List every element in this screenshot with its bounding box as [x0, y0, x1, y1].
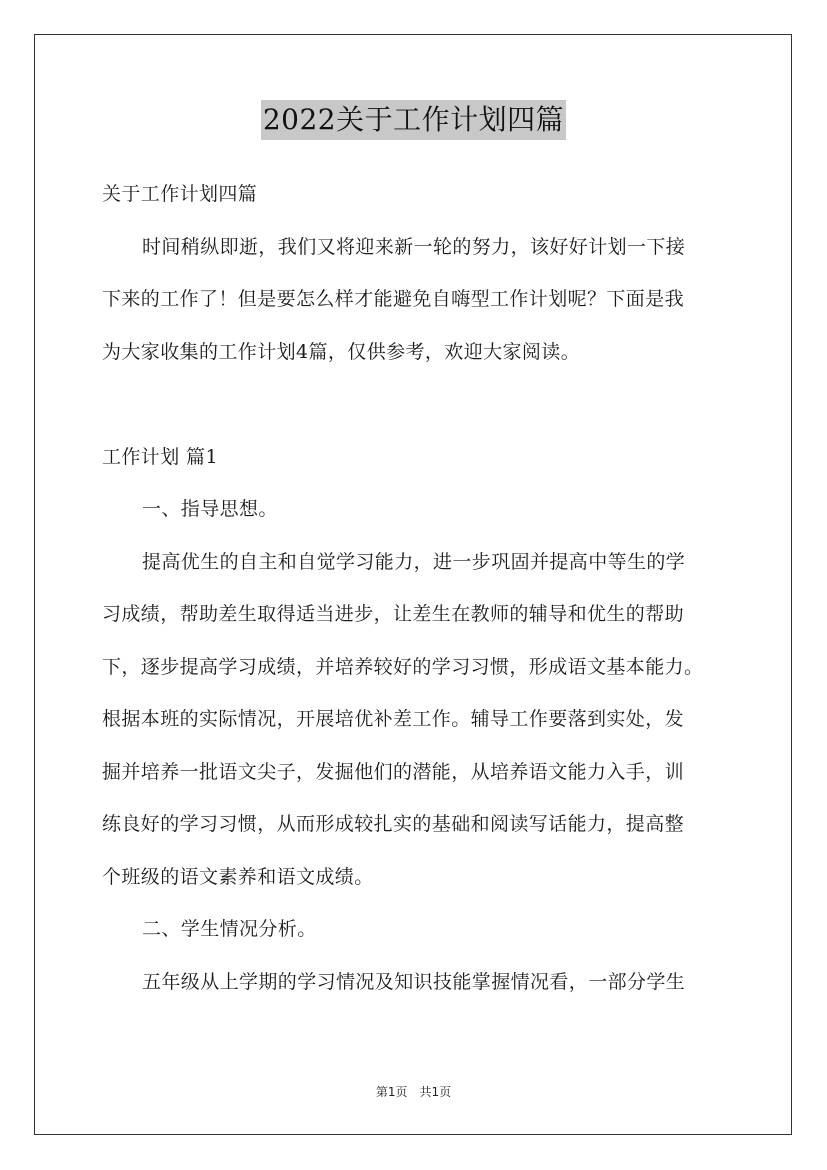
text-line: 为大家收集的工作计划4篇，仅供参考，欢迎大家阅读。	[102, 340, 581, 363]
text-line: 五年级从上学期的学习情况及知识技能掌握情况看，一部分学生	[142, 970, 686, 993]
text-line: 习成绩，帮助差生取得适当进步，让差生在教师的辅导和优生的帮助	[102, 603, 685, 625]
text-line: 练良好的学习习惯，从而形成较扎实的基础和阅读写话能力，提高整	[102, 813, 685, 835]
text-line: 工作计划 篇1	[102, 445, 218, 468]
text-line: 下，逐步提高学习成绩，并培养较好的学习习惯，形成语文基本能力。	[102, 655, 704, 678]
blank-line	[102, 386, 732, 439]
text-line: 根据本班的实际情况，开展培优补差工作。辅导工作要落到实处，发	[102, 708, 685, 730]
text-line: 掘并培养一批语文尖子，发掘他们的潜能，从培养语文能力入手，训	[102, 760, 685, 783]
title-container	[0, 100, 827, 140]
text-line: 时间稍纵即逝，我们又将迎来新一轮的努力，该好好计划一下接	[142, 235, 686, 258]
text-line: 二、学生情况分析。	[142, 918, 317, 940]
text-line: 提高优生的自主和自觉学习能力，进一步巩固并提高中等生的学	[142, 550, 686, 573]
text-line: 一、指导思想。	[142, 498, 278, 520]
document-title: 2022关于工作计划四篇	[261, 100, 566, 140]
text-line: 关于工作计划四篇	[102, 183, 258, 205]
text-line: 下来的工作了！但是要怎么样才能避免自嗨型工作计划呢？下面是我	[102, 288, 685, 310]
text-line: 个班级的语文素养和语文成绩。	[102, 865, 374, 888]
document-body	[102, 176, 732, 1016]
page-footer: 第1页 共1页	[375, 1085, 452, 1099]
